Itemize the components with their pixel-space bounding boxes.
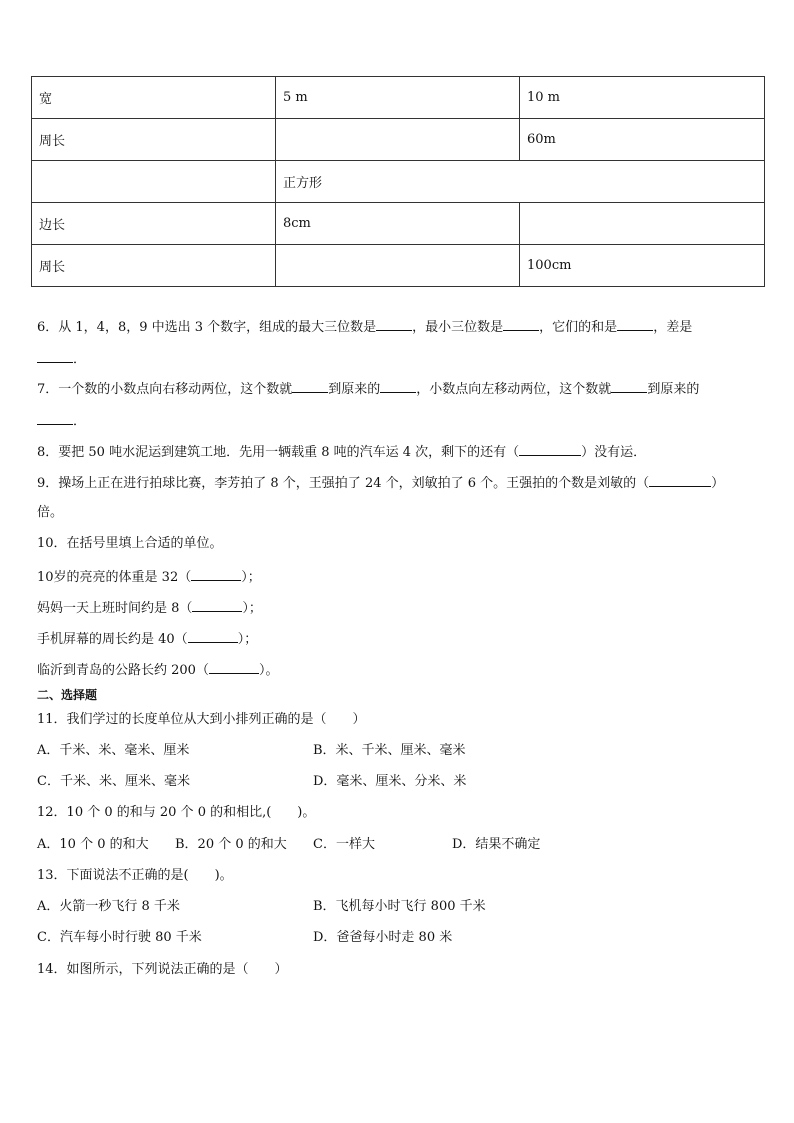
table-cell: 60m bbox=[520, 119, 765, 161]
answer-blank[interactable] bbox=[519, 441, 581, 456]
option-b[interactable]: B．飞机每小时飞行 800 千米 bbox=[313, 899, 486, 914]
answer-blank[interactable] bbox=[188, 628, 238, 643]
option-b[interactable]: B．米、千米、厘米、毫米 bbox=[313, 743, 466, 758]
table-cell bbox=[276, 245, 520, 287]
question-13: 13．下面说法不正确的是( )。 bbox=[37, 868, 233, 883]
question-12: 12．10 个 0 的和与 20 个 0 的和相比,( )。 bbox=[37, 805, 316, 820]
answer-blank[interactable] bbox=[503, 316, 539, 331]
question-6-cont: ． bbox=[37, 348, 86, 369]
question-10-item: 临沂到青岛的公路长约 200（ ）。 bbox=[37, 659, 278, 680]
question-9-cont: 倍。 bbox=[37, 505, 64, 520]
table-row bbox=[32, 119, 765, 161]
table-cell-square-label: 正方形 bbox=[276, 161, 765, 203]
option-d[interactable]: D．毫米、厘米、分米、米 bbox=[313, 774, 467, 789]
table-cell: 100cm bbox=[520, 245, 765, 287]
table-row bbox=[32, 161, 765, 203]
question-6: 6．从 1，4，8，9 中选出 3 个数字，组成的最大三位数是 ，最小三位数是 ，它们的和是 ，差是 bbox=[37, 316, 692, 337]
answer-blank[interactable] bbox=[617, 316, 653, 331]
question-7-cont: ． bbox=[37, 410, 86, 431]
question-10: 10．在括号里填上合适的单位。 bbox=[37, 536, 223, 551]
table-row bbox=[32, 245, 765, 287]
question-10-item: 手机屏幕的周长约是 40（ ）； bbox=[37, 628, 257, 649]
option-a[interactable]: A．千米、米、毫米、厘米 bbox=[37, 743, 190, 758]
option-c[interactable]: C．千米、米、厘米、毫米 bbox=[37, 774, 190, 789]
question-7: 7．一个数的小数点向右移动两位，这个数就 到原来的 ，小数点向左移动两位，这个数就 到原来的 bbox=[37, 378, 699, 399]
section-heading: 二、选择题 bbox=[37, 688, 98, 702]
option-c[interactable]: C．汽车每小时行驶 80 千米 bbox=[37, 930, 202, 945]
table-cell: 10 m bbox=[520, 77, 765, 119]
answer-blank[interactable] bbox=[611, 378, 647, 393]
table-cell: 周长 bbox=[32, 245, 276, 287]
answer-blank[interactable] bbox=[376, 316, 412, 331]
table-cell: 周长 bbox=[32, 119, 276, 161]
question-9: 9．操场上正在进行拍球比赛，李芳拍了 8 个，王强拍了 24 个，刘敏拍了 6 个。王强拍的个数是刘敏的（ ） bbox=[37, 472, 724, 493]
question-14: 14．如图所示，下列说法正确的是（ ） bbox=[37, 962, 288, 977]
option-d[interactable]: D．爸爸每小时走 80 米 bbox=[313, 930, 453, 945]
question-10-item: 妈妈一天上班时间约是 8（ ）； bbox=[37, 597, 262, 618]
answer-blank[interactable] bbox=[292, 378, 328, 393]
option-d[interactable]: D．结果不确定 bbox=[452, 837, 541, 852]
table-row bbox=[32, 203, 765, 245]
shape-table bbox=[31, 76, 765, 287]
table-cell: 边长 bbox=[32, 203, 276, 245]
option-a[interactable]: A．火箭一秒飞行 8 千米 bbox=[37, 899, 180, 914]
question-8: 8．要把 50 吨水泥运到建筑工地．先用一辆载重 8 吨的汽车运 4 次，剩下的还有（ ）没有运． bbox=[37, 441, 646, 462]
table-cell bbox=[276, 119, 520, 161]
table-row bbox=[32, 77, 765, 119]
option-a[interactable]: A．10 个 0 的和大 bbox=[37, 837, 149, 852]
table-cell bbox=[520, 203, 765, 245]
table-cell bbox=[32, 161, 276, 203]
option-b[interactable]: B．20 个 0 的和大 bbox=[175, 837, 287, 852]
answer-blank[interactable] bbox=[191, 566, 241, 581]
answer-blank[interactable] bbox=[37, 410, 73, 425]
question-11: 11．我们学过的长度单位从大到小排列正确的是（ ） bbox=[37, 712, 366, 727]
option-c[interactable]: C．一样大 bbox=[313, 837, 375, 852]
question-10-item: 10岁的亮亮的体重是 32（ ）； bbox=[37, 566, 261, 587]
answer-blank[interactable] bbox=[649, 472, 711, 487]
answer-blank[interactable] bbox=[192, 597, 242, 612]
answer-blank[interactable] bbox=[37, 348, 73, 363]
table-cell: 宽 bbox=[32, 77, 276, 119]
answer-blank[interactable] bbox=[209, 659, 259, 674]
table-cell: 5 m bbox=[276, 77, 520, 119]
table-cell: 8cm bbox=[276, 203, 520, 245]
answer-blank[interactable] bbox=[380, 378, 416, 393]
